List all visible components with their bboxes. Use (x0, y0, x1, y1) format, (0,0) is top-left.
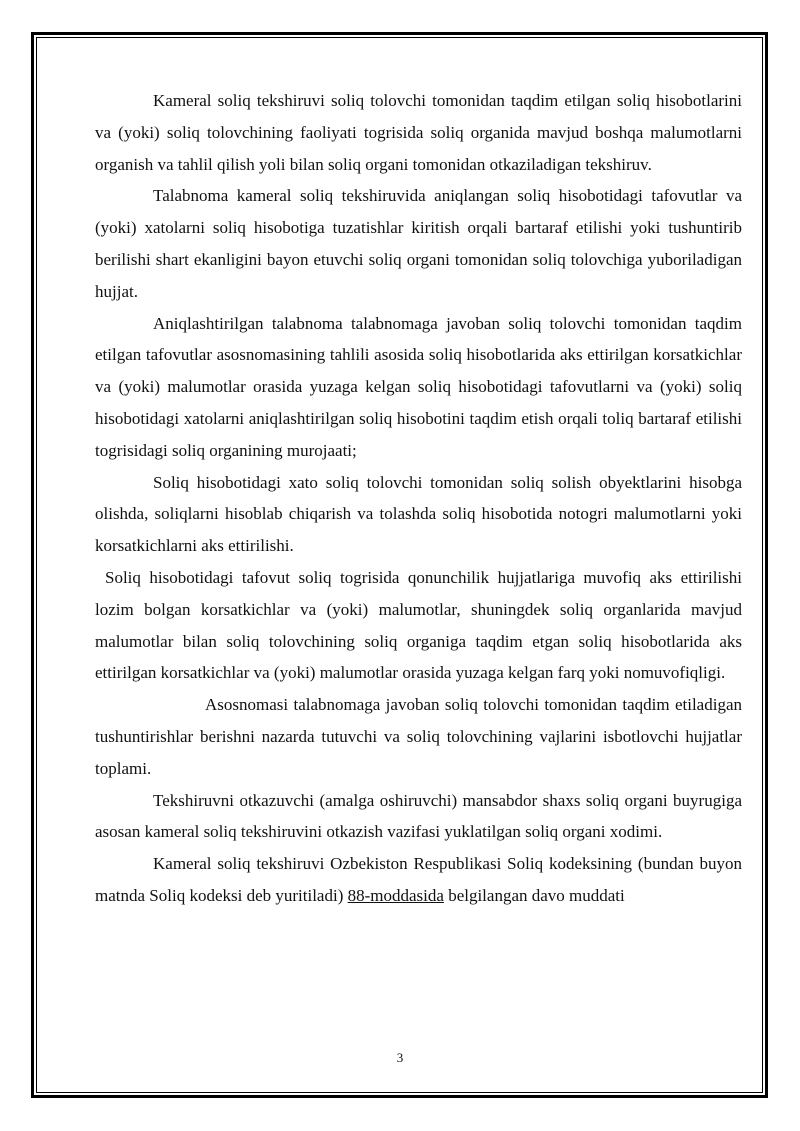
paragraph-text-before-link: Kameral soliq tekshiruvi Ozbekiston Respublikasi Soliq kodeksining (bundan buyon matnda Soliq kodeksi deb yuritiladi) (95, 854, 742, 905)
document-body (95, 85, 742, 912)
page-number: 3 (396, 1050, 404, 1065)
paragraph-kameral-soliq-kodeksi (95, 848, 742, 912)
paragraph-aniqlashtirilgan-talabnoma: Aniqlashtirilgan talabnoma talabnomaga javoban soliq tolovchi tomonidan taqdim etilgan tafovutlar asosnomasining tahlili asosida soliq hisobotlarida aks ettirilgan korsatkichlar va (yoki) malumotlar orasida yuzaga kelgan soliq hisobotidagi tafovutlarni va (yoki) soliq hisobotidagi xatolarni aniqlashtirilgan soliq hisobotini taqdim etish orqali toliq bartaraf etilishi togrisidagi soliq organining murojaati; (95, 313, 742, 460)
article-88-link[interactable]: 88-moddasida (347, 885, 444, 905)
paragraph-kameral-soliq-tekshiruvi: Kameral soliq tekshiruvi soliq tolovchi tomonidan taqdim etilgan soliq hisobotlarini va (yoki) soliq tolovchining faoliyati togrisida soliq organida mavjud boshqa malumotlarni organish va tahlil qilish yoli bilan soliq organi tomonidan otkaziladigan tekshiruv. (95, 91, 742, 174)
paragraph-talabnoma: Talabnoma kameral soliq tekshiruvida aniqlangan soliq hisobotidagi tafovutlar va (yoki) xatolarni soliq hisobotiga tuzatishlar kiritish orqali bartaraf etilishi yoki tushuntirib berilishi shart ekanligini bayon etuvchi soliq organi tomonidan soliq tolovchiga yuboriladigan hujjat. (95, 186, 742, 301)
paragraph-text-after-link: belgilangan davo muddati (443, 885, 625, 905)
paragraph-asosnomasi: Asosnomasi talabnomaga javoban soliq tolovchi tomonidan taqdim etiladigan tushuntirishlar berishni nazarda tutuvchi va soliq tolovchining vajlarini isbotlovchi hujjatlar toplami. (95, 695, 742, 778)
paragraph-tekshiruvni-otkazuvchi: Tekshiruvni otkazuvchi (amalga oshiruvchi) mansabdor shaxs soliq organi buyrugiga asosan kameral soliq tekshiruvini otkazish vazifasi yuklatilgan soliq organi xodimi. (95, 790, 742, 842)
paragraph-soliq-hisobotidagi-tafovut: Soliq hisobotidagi tafovut soliq togrisida qonunchilik hujjatlariga muvofiq aks ettirilishi lozim bolgan korsatkichlar va (yoki) malumotlar, shuningdek soliq organlarida mavjud malumotlar bilan soliq tolovchining soliq organiga taqdim etgan soliq hisobotlarida aks ettirilgan korsatkichlar va (yoki) malumotlar orasida yuzaga kelgan farq yoki nomuvofiqligi. (95, 567, 742, 683)
paragraph-soliq-hisobotidagi-xato: Soliq hisobotidagi xato soliq tolovchi tomonidan soliq solish obyektlarini hisobga olishda, soliqlarni hisoblab chiqarish va tolashda soliq hisobotida notogri malumotlarni yoki korsatkichlarni aks ettirilishi. (95, 472, 742, 556)
